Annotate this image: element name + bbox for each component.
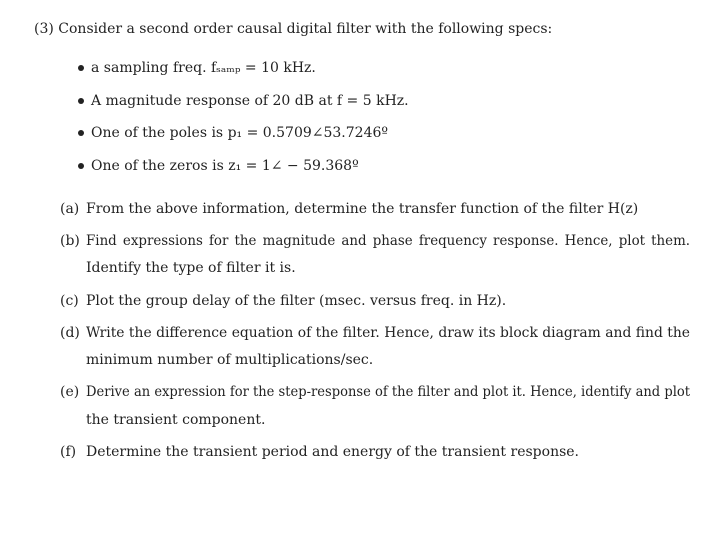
bullet-icon — [78, 65, 84, 71]
bullet-icon — [78, 130, 84, 136]
question-b-text-line-2: Identify the type of filter it is. — [86, 260, 296, 276]
question-e-text-line-2: the transient component. — [86, 412, 266, 428]
question-f-label: (f) — [60, 444, 77, 460]
question-a-label: (a) — [60, 201, 80, 217]
question-d-text-line-1: Write the difference equation of the filter. Hence, draw its block diagram and find the — [86, 325, 691, 341]
spec-pole: One of the poles is p₁ = 0.5709∠53.7246º — [91, 125, 388, 141]
question-b-label: (b) — [60, 233, 80, 249]
question-e-label: (e) — [60, 384, 80, 400]
problem-title: (3) Consider a second order causal digital filter with the following specs: — [34, 21, 553, 37]
question-b-text-line-1: Find expressions for the magnitude and phase frequency response. Hence, plot them. — [86, 233, 691, 249]
question-f-text: Determine the transient period and energy of the transient response. — [86, 444, 580, 460]
bullet-icon — [78, 98, 84, 104]
question-d-text-line-2: minimum number of multiplications/sec. — [86, 352, 374, 368]
question-c-text: Plot the group delay of the filter (msec. versus freq. in Hz). — [86, 293, 507, 309]
spec-magnitude-response: A magnitude response of 20 dB at f = 5 kHz. — [91, 93, 409, 109]
question-e-text-line-1: Derive an expression for the step-response of the filter and plot it. Hence, identify and plot — [86, 384, 691, 400]
question-a-text: From the above information, determine the transfer function of the filter H(z) — [86, 201, 639, 217]
question-d-label: (d) — [60, 325, 80, 341]
spec-zero: One of the zeros is z₁ = 1∠ − 59.368º — [91, 158, 359, 174]
question-c-label: (c) — [60, 293, 79, 309]
bullet-icon — [78, 163, 84, 169]
spec-sampling-frequency: a sampling freq. fₛₐₘₚ = 10 kHz. — [91, 60, 316, 76]
